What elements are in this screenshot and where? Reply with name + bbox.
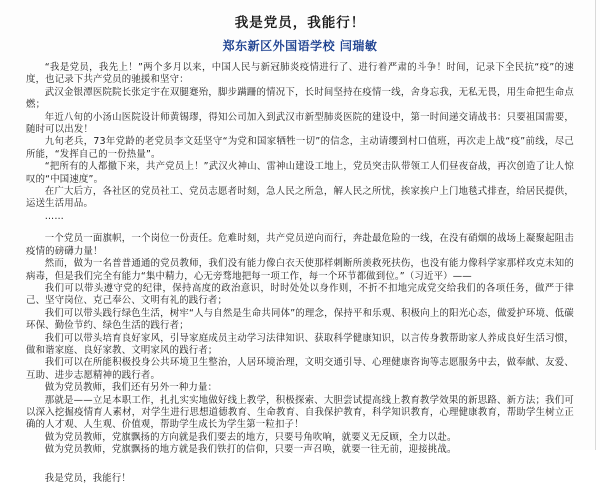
paragraph: 一个党员一面旗帜，一个岗位一份责任。危难时刻，共产党员逆向而行，奔赴最危险的一线，在没有硝烟的战场上凝聚起阻击疫情的磅礴力量！ — [26, 233, 574, 257]
paragraph: “我是党员，我先上！”两个多月以来，中国人民与新冠肺炎疫情进行了、进行着严肃的斗争！时间，记录下全民抗“疫”的速度，也记录下共产党员的驰援和坚守： — [26, 62, 574, 86]
paragraph: 武汉金银潭医院院长张定宇在双腿蹇殆，脚步蹒跚的情况下，长时间坚持在疫情一线，舍身忘我，无私无畏，用生命把生命点燃； — [26, 86, 574, 111]
paragraph: 我们可以在所能积极投身公共环境卫生整治，人居环境治理，文明交通引导、心理健康咨询等志愿服务中去，做奉献、友爱、互助、进步志愿精神的践行者。 — [26, 357, 574, 381]
paragraph: 那就是——立足本职工作，扎扎实实地做好线上教学，积极探索、大胆尝试提高线上教育教学效果的新思路、新方法；我们可以深入挖掘疫情育人素材，对学生进行思想道德教育、生命教育、自我保护教育，科学知识教育，心理健康教育，帮助学生树立正确的人才观、人生观、价值观，帮助学生成长为学生第一粒扣子！ — [26, 394, 574, 431]
paragraph-ellipsis: …… — [44, 210, 64, 222]
paragraph: 做为党员教师，我们还有另外一种力量： — [44, 382, 218, 394]
document-body — [26, 62, 574, 485]
paragraph: 我们可以带头践行绿色生活，树牢“人与自然是生命共同体”的理念，保持平和乐观、积极向上的阳光心态，做爱护环境、低碳环保、勤俭节约、绿色生活的践行者； — [26, 307, 574, 332]
document-title: 我是党员，我能行！ — [234, 15, 366, 31]
paragraph: 在广大后方，各社区的党员社工、党员志愿者时刻，急人民之所急，解人民之所忧，挨家挨户上门地毯式排查，给居民提供，运送生活用品。 — [26, 186, 574, 210]
paragraph: 我们可以带头遵守党的纪律，保持高度的政治意识，时时处处以身作则，不折不扣地完成党交给我们的各项任务，做严于律己、坚守岗位、克己奉公、文明有礼的践行者； — [26, 282, 574, 307]
paragraph: 然而，做为一名普普通通的党员教师，我们没有能力像白衣天使那样刺断所羡救死扶伤，也没有能力像科学家那样攻克未知的病毒，但是我们完全有能力“集中精力，心无旁骛地把每一项工作，每一个环节都做到位。”（习近平）—— — [26, 258, 574, 282]
page-edge — [595, 0, 596, 450]
paragraph: 我们可以带头培育良好家风，引导家庭成员主动学习法律知识、获取科学健康知识，以言传身教帮助家人养成良好生活习惯，做和谐家庭、良好家教、文明家风的践行者； — [26, 332, 574, 356]
paragraph: 年近八旬的小汤山医院设计师黄锡璆，得知公司加入到武汉市新型肺炎医院的建设中，第一时间递交请战书：只要祖国需要，随时可以出发！ — [26, 111, 574, 136]
closing-line: 我是党员，我能行！ — [44, 472, 131, 484]
document-subtitle: 郑东新区外国语学校 闫瑞敏 — [222, 39, 378, 53]
paragraph: 做为党员教师，党旗飘扬的地方就是我们铁打的信仰，只要一声召唤，就要一往无前，迎接挑战。 — [44, 444, 457, 456]
paragraph: 做为党员教师，党旗飘扬的方向就是我们要去的地方，只要号角吹响，就要义无反顾，全力以赴。 — [44, 431, 457, 443]
paragraph: “把所有的人都撤下来，共产党员上！”武汉火神山、雷神山建设工地上，党员突击队带领工人们昼夜奋战，再次创造了让人惊叹的“中国速度”。 — [26, 161, 574, 185]
paragraph: 九旬老兵，73年党龄的老党员李文廷坚守“为党和国家牺牲一切”的信念，主动请缨到村口值班，再次走上战“疫”前线，尽己所能，“发挥自己的一份热量”。 — [26, 136, 574, 160]
